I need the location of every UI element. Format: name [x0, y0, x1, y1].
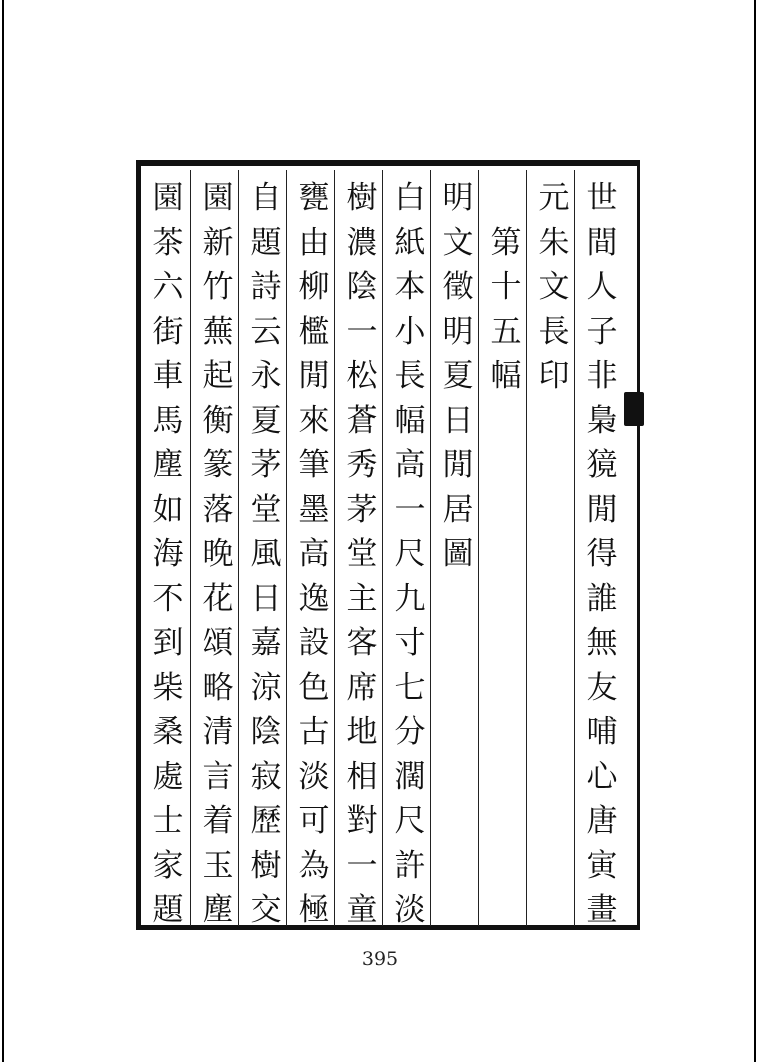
column-character: 心 [586, 758, 618, 795]
column-character: 夏 [442, 358, 474, 394]
column-character: 梟 [586, 402, 618, 439]
column-character: 童 [346, 892, 378, 928]
column-character: 日 [442, 402, 474, 439]
column-character: 蕪 [202, 313, 234, 350]
column-character: 茅 [346, 491, 378, 528]
column-character: 略 [202, 669, 234, 706]
column-character: 塵 [202, 892, 234, 928]
column-character: 九 [394, 580, 426, 617]
column-character: 誰 [586, 580, 618, 617]
column-character: 非 [586, 358, 618, 394]
text-column-9 [194, 176, 242, 930]
column-character: 獍 [586, 447, 618, 483]
column-character: 居 [442, 491, 474, 528]
column-character: 園 [152, 180, 184, 216]
column-character: 玉 [202, 847, 234, 884]
column-character: 海 [152, 536, 184, 572]
column-character: 堂 [346, 536, 378, 572]
column-character: 題 [250, 224, 282, 261]
frame-right-border [637, 160, 640, 930]
column-character: 朱 [538, 224, 570, 261]
column-character: 逸 [298, 580, 330, 617]
column-character: 白 [394, 180, 426, 216]
column-character: 茶 [152, 224, 184, 261]
column-character: 清 [202, 714, 234, 750]
column-character: 言 [202, 758, 234, 795]
column-character: 墨 [298, 491, 330, 528]
column-character: 尺 [394, 803, 426, 839]
column-character: 寸 [394, 625, 426, 661]
column-character: 一 [346, 847, 378, 884]
column-character: 紙 [394, 224, 426, 261]
column-character: 街 [152, 313, 184, 350]
column-character: 寅 [586, 847, 618, 884]
column-character: 堂 [250, 491, 282, 528]
column-character: 樹 [346, 180, 378, 216]
column-character: 印 [538, 358, 570, 394]
column-character: 唐 [586, 803, 618, 839]
column-character: 筆 [298, 447, 330, 483]
column-character: 起 [202, 358, 234, 394]
column-character: 一 [394, 491, 426, 528]
column-character: 風 [250, 536, 282, 572]
column-character: 間 [586, 224, 618, 261]
page-number: 395 [361, 948, 399, 970]
column-character: 小 [394, 313, 426, 350]
column-character: 友 [586, 669, 618, 706]
column-character: 明 [442, 180, 474, 216]
margin-marker [624, 392, 644, 426]
text-column-8 [242, 176, 290, 930]
column-character: 新 [202, 224, 234, 261]
column-character: 歷 [250, 803, 282, 839]
column-character: 設 [298, 625, 330, 661]
column-character: 竹 [202, 269, 234, 305]
column-character: 閒 [298, 358, 330, 394]
text-column-4 [434, 176, 482, 930]
column-character: 閒 [586, 491, 618, 528]
column-character: 人 [586, 269, 618, 305]
column-character: 得 [586, 536, 618, 572]
column-character: 主 [346, 580, 378, 617]
column-character: 一 [346, 313, 378, 350]
column-character: 文 [538, 269, 570, 305]
column-character: 處 [152, 758, 184, 795]
column-character: 云 [250, 313, 282, 350]
column-character: 詩 [250, 269, 282, 305]
frame-left-border [136, 160, 141, 930]
column-character: 席 [346, 669, 378, 706]
column-character: 涼 [250, 669, 282, 706]
column-character: 地 [346, 714, 378, 750]
column-character: 哺 [586, 714, 618, 750]
column-character: 長 [538, 313, 570, 350]
column-character: 交 [250, 892, 282, 928]
column-character: 子 [586, 313, 618, 350]
column-character: 來 [298, 402, 330, 439]
column-character: 客 [346, 625, 378, 661]
column-character: 園 [202, 180, 234, 216]
column-character: 馬 [152, 402, 184, 439]
column-character: 許 [394, 847, 426, 884]
column-character: 日 [250, 580, 282, 617]
column-character: 茅 [250, 447, 282, 483]
column-character: 本 [394, 269, 426, 305]
column-character: 篆 [202, 447, 234, 483]
column-character: 自 [250, 180, 282, 216]
column-character: 着 [202, 803, 234, 839]
column-character: 陰 [346, 269, 378, 305]
column-character: 十 [490, 269, 522, 305]
column-character: 濃 [346, 224, 378, 261]
column-character: 落 [202, 491, 234, 528]
column-character: 如 [152, 491, 184, 528]
column-character: 松 [346, 358, 378, 394]
column-character: 衡 [202, 402, 234, 439]
column-character: 由 [298, 224, 330, 261]
column-character: 高 [394, 447, 426, 483]
column-character: 尺 [394, 536, 426, 572]
column-character: 士 [152, 803, 184, 839]
column-character: 不 [152, 580, 184, 617]
column-character: 閒 [442, 447, 474, 483]
column-character: 世 [586, 180, 618, 216]
page-edge-right [754, 0, 756, 1062]
frame-top-border [136, 160, 640, 166]
column-character: 到 [152, 625, 184, 661]
column-character: 車 [152, 358, 184, 394]
column-character: 蒼 [346, 402, 378, 439]
text-column-10 [144, 176, 192, 930]
column-character: 家 [152, 847, 184, 884]
text-column-7 [290, 176, 338, 930]
column-character: 夏 [250, 402, 282, 439]
column-character: 檻 [298, 313, 330, 350]
text-column-3 [482, 176, 530, 930]
text-column-6 [338, 176, 386, 930]
column-character: 柳 [298, 269, 330, 305]
column-character: 分 [394, 714, 426, 750]
column-character: 秀 [346, 447, 378, 483]
column-character: 樹 [250, 847, 282, 884]
column-character: 長 [394, 358, 426, 394]
column-character: 題 [152, 892, 184, 928]
column-character: 明 [442, 313, 474, 350]
column-character: 六 [152, 269, 184, 305]
column-character: 元 [538, 180, 570, 216]
column-character: 晚 [202, 536, 234, 572]
column-character: 色 [298, 669, 330, 706]
column-character: 極 [298, 892, 330, 928]
column-character: 對 [346, 803, 378, 839]
column-character: 畫 [586, 892, 618, 928]
column-character: 圖 [442, 536, 474, 572]
column-character: 第 [490, 224, 522, 261]
column-character: 無 [586, 625, 618, 661]
column-character: 文 [442, 224, 474, 261]
column-character: 頌 [202, 625, 234, 661]
column-character: 桑 [152, 714, 184, 750]
page-edge-left [2, 0, 4, 1062]
column-character: 柴 [152, 669, 184, 706]
column-character: 五 [490, 313, 522, 350]
column-character: 甕 [298, 180, 330, 216]
column-character: 花 [202, 580, 234, 617]
column-character: 濶 [394, 758, 426, 795]
column-character: 古 [298, 714, 330, 750]
text-column-1 [578, 176, 626, 930]
column-character: 幅 [490, 358, 522, 394]
column-character: 高 [298, 536, 330, 572]
column-character: 幅 [394, 402, 426, 439]
column-character: 徵 [442, 269, 474, 305]
column-character: 可 [298, 803, 330, 839]
column-character: 嘉 [250, 625, 282, 661]
text-column-5 [386, 176, 434, 930]
column-character: 塵 [152, 447, 184, 483]
column-character: 相 [346, 758, 378, 795]
column-character: 七 [394, 669, 426, 706]
column-character: 永 [250, 358, 282, 394]
column-character: 為 [298, 847, 330, 884]
column-character: 陰 [250, 714, 282, 750]
column-character: 淡 [298, 758, 330, 795]
column-character: 淡 [394, 892, 426, 928]
column-character: 寂 [250, 758, 282, 795]
text-column-2 [530, 176, 578, 930]
